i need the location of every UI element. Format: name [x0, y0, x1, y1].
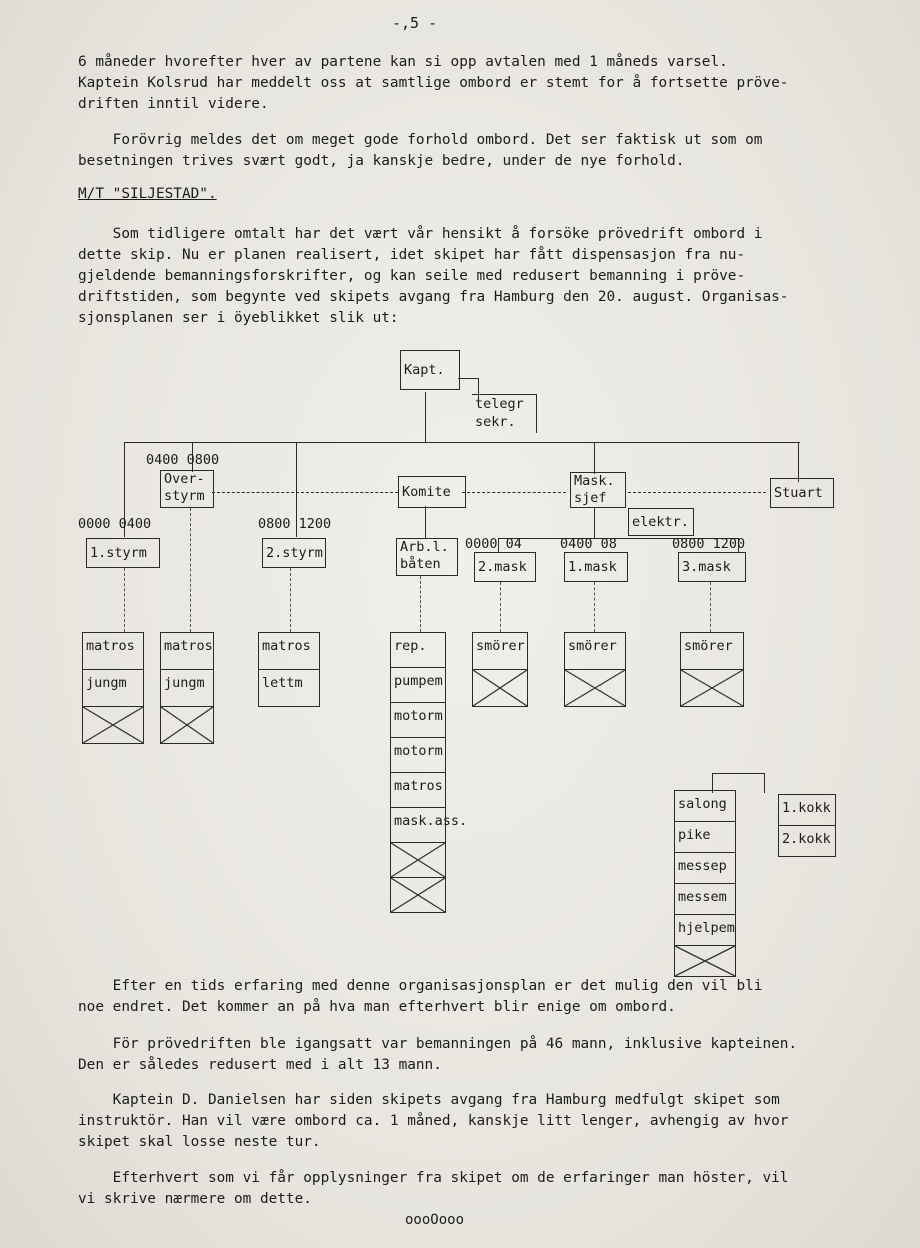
galley-crew-column — [674, 790, 736, 977]
engine-crew-column-2 — [564, 632, 626, 707]
crew-cell — [778, 826, 836, 857]
crew-role-label: smörer — [568, 638, 617, 654]
cross-mark-icon — [675, 946, 735, 976]
crew-role-label: matros — [164, 638, 213, 654]
watch-0800-1200-engine: 0800 1200 — [672, 536, 746, 552]
drop — [500, 582, 501, 632]
baten-label: båten — [400, 556, 441, 572]
crew-role-label: smörer — [684, 638, 733, 654]
crew-cell — [390, 808, 468, 843]
para6-line-3: skipet skal losse neste tur. — [78, 1134, 321, 1150]
drop — [420, 576, 421, 632]
crew-role-label: motorm — [394, 743, 443, 759]
connector — [594, 508, 595, 538]
para5-line-1: För prövedriften ble igangsatt var bemanningen på 46 mann, inklusive kapteinen. — [78, 1036, 798, 1052]
committee-dash-left — [212, 492, 398, 493]
drop — [710, 582, 711, 632]
vacant-cell — [390, 878, 446, 913]
chief-engineer-box — [570, 472, 626, 508]
first-mate-box: 1.styrm — [86, 538, 160, 568]
para3-line-2: dette skip. Nu er planen realisert, idet skipet har fått dispensasjon fra nu- — [78, 247, 746, 263]
electrician-box: elektr. — [628, 508, 694, 536]
connector — [798, 442, 799, 482]
cross-mark-icon — [391, 843, 445, 877]
crew-role-label: motorm — [394, 708, 443, 724]
crew-cell — [390, 632, 446, 668]
crew-role-label: pike — [678, 827, 711, 843]
watch-0400-0800: 0400 0800 — [146, 452, 220, 468]
cross-mark-icon — [391, 878, 445, 912]
crew-role-label: 2.kokk — [782, 831, 831, 847]
crew-cell — [82, 670, 144, 707]
boatswain-box — [396, 538, 458, 576]
drop — [124, 568, 125, 632]
connector — [425, 506, 426, 538]
watch-0800-1200: 0800 1200 — [258, 516, 332, 532]
second-mate-box: 2.styrm — [262, 538, 326, 568]
crew-role-label: matros — [86, 638, 135, 654]
crew-cell — [390, 668, 446, 703]
vacant-cell — [472, 670, 528, 707]
cross-mark-icon — [565, 670, 625, 706]
sjef-label: sjef — [574, 490, 607, 506]
cook-column — [778, 794, 836, 857]
connector — [712, 773, 764, 774]
captain-box: Kapt. — [400, 350, 460, 390]
drop — [594, 582, 595, 632]
cross-mark-icon — [161, 707, 213, 743]
crew-role-label: messem — [678, 889, 727, 905]
para7-line-1: Efterhvert som vi får opplysninger fra skipet om de erfaringer man höster, vil — [78, 1170, 789, 1186]
crew-cell — [390, 773, 446, 808]
crew-role-label: hjelpem — [678, 920, 735, 936]
crew-cell — [674, 915, 736, 946]
sekr-label: sekr. — [475, 414, 516, 430]
maintenance-crew-column — [390, 632, 468, 913]
vacant-cell — [390, 843, 446, 878]
para4-line-2: noe endret. Det kommer an på hva man efterhvert blir enige om ombord. — [78, 999, 676, 1015]
crew-role-label: jungm — [86, 675, 127, 691]
crew-cell — [674, 853, 736, 884]
crew-role-label: salong — [678, 796, 727, 812]
para6-line-1: Kaptein D. Danielsen har siden skipets avgang fra Hamburg medfulgt skipet som — [78, 1092, 780, 1108]
engine-crew-column-1 — [472, 632, 528, 707]
para5-line-2: Den er således redusert med i alt 13 mann. — [78, 1057, 442, 1073]
crew-role-label: matros — [394, 778, 443, 794]
organization-chart — [0, 340, 920, 980]
crew-role-label: matros — [262, 638, 311, 654]
vacant-cell — [680, 670, 744, 707]
vacant-cell — [160, 707, 214, 744]
vacant-cell — [564, 670, 626, 707]
crew-cell — [390, 738, 446, 773]
committee-dash-right — [628, 492, 766, 493]
crew-role-label: messep — [678, 858, 727, 874]
watch-0000-0400: 0000 0400 — [78, 516, 152, 532]
crew-role-label: rep. — [394, 638, 427, 654]
deck-crew-column-2 — [160, 632, 214, 744]
para4-line-1: Efter en tids erfaring med denne organisasjonsplan er det mulig den vil bli — [78, 978, 763, 994]
end-mark: oooOooo — [405, 1212, 465, 1228]
para3-line-5: sjonsplanen ser i öyeblikket slik ut: — [78, 310, 399, 326]
vacant-cell — [674, 946, 736, 977]
vacant-cell — [82, 707, 144, 744]
committee-dash-mid — [462, 492, 566, 493]
second-engineer-box: 3.mask — [678, 552, 746, 582]
watch-0000-04: 0000 04 — [465, 536, 522, 552]
watch-0400-08: 0400 08 — [560, 536, 617, 552]
crew-cell — [82, 632, 144, 670]
cross-mark-icon — [83, 707, 143, 743]
intro-line-3: driften inntil videre. — [78, 96, 269, 112]
para2-line-2: besetningen trives svært godt, ja kanskje bedre, under de nye forhold. — [78, 153, 685, 169]
first-engineer-box: 1.mask — [564, 552, 628, 582]
section-heading: M/T "SILJESTAD". — [78, 186, 217, 202]
cross-mark-icon — [681, 670, 743, 706]
para7-line-2: vi skrive nærmere om dette. — [78, 1191, 312, 1207]
para2-line-1: Forövrig meldes det om meget gode forhold ombord. Det ser faktisk ut som om — [78, 132, 763, 148]
crew-cell — [680, 632, 744, 670]
deck-crew-column-1 — [82, 632, 144, 744]
main-rule — [124, 442, 800, 443]
para3-line-1: Som tidligere omtalt har det vært vår hensikt å forsöke prövedrift ombord i — [78, 226, 763, 242]
crew-cell — [674, 790, 736, 822]
connector — [594, 442, 595, 474]
mask-label: Mask. — [574, 473, 615, 489]
crew-cell — [390, 703, 446, 738]
crew-cell — [778, 794, 836, 826]
arb-label: Arb.l. — [400, 539, 449, 555]
para6-line-2: instruktör. Han vil være ombord ca. 1 måned, kanskje litt lenger, avhengig av hvor — [78, 1113, 789, 1129]
crew-role-label: lettm — [262, 675, 303, 691]
crew-cell — [674, 822, 736, 853]
page-number: -,5 - — [392, 14, 438, 32]
deck-crew-column-3 — [258, 632, 320, 707]
crew-role-label: mask.ass. — [394, 813, 468, 829]
styrm-label: styrm — [164, 488, 205, 504]
crew-role-label: pumpem — [394, 673, 443, 689]
crew-cell — [258, 632, 320, 670]
connector — [764, 773, 765, 793]
crew-role-label: 1.kokk — [782, 800, 831, 816]
drop — [190, 508, 191, 632]
crew-role-label: jungm — [164, 675, 205, 691]
crew-cell — [258, 670, 320, 707]
drop — [290, 568, 291, 632]
chief-officer-box — [160, 470, 214, 508]
steward-box: Stuart — [770, 478, 834, 508]
intro-line-2: Kaptein Kolsrud har meddelt oss at samtlige ombord er stemt for å fortsette pröve- — [78, 75, 789, 91]
intro-line-1: 6 måneder hvorefter hver av partene kan si opp avtalen med 1 måneds varsel. — [78, 54, 728, 70]
engine-crew-column-3 — [680, 632, 744, 707]
crew-cell — [160, 670, 214, 707]
over-label: Over- — [164, 471, 205, 487]
para3-line-4: driftstiden, som begynte ved skipets avgang fra Hamburg den 20. august. Organisas- — [78, 289, 789, 305]
cross-mark-icon — [473, 670, 527, 706]
connector — [458, 378, 478, 379]
crew-cell — [472, 632, 528, 670]
crew-cell — [564, 632, 626, 670]
crew-cell — [674, 884, 736, 915]
third-engineer-box: 2.mask — [474, 552, 536, 582]
crew-cell — [160, 632, 214, 670]
para3-line-3: gjeldende bemanningsforskrifter, og kan seile med redusert bemanning i pröve- — [78, 268, 746, 284]
committee-box: Komite — [398, 476, 466, 508]
telegr-label: telegr — [475, 396, 524, 412]
crew-role-label: smörer — [476, 638, 525, 654]
connector — [425, 392, 426, 442]
telegraphist-box — [472, 394, 537, 433]
